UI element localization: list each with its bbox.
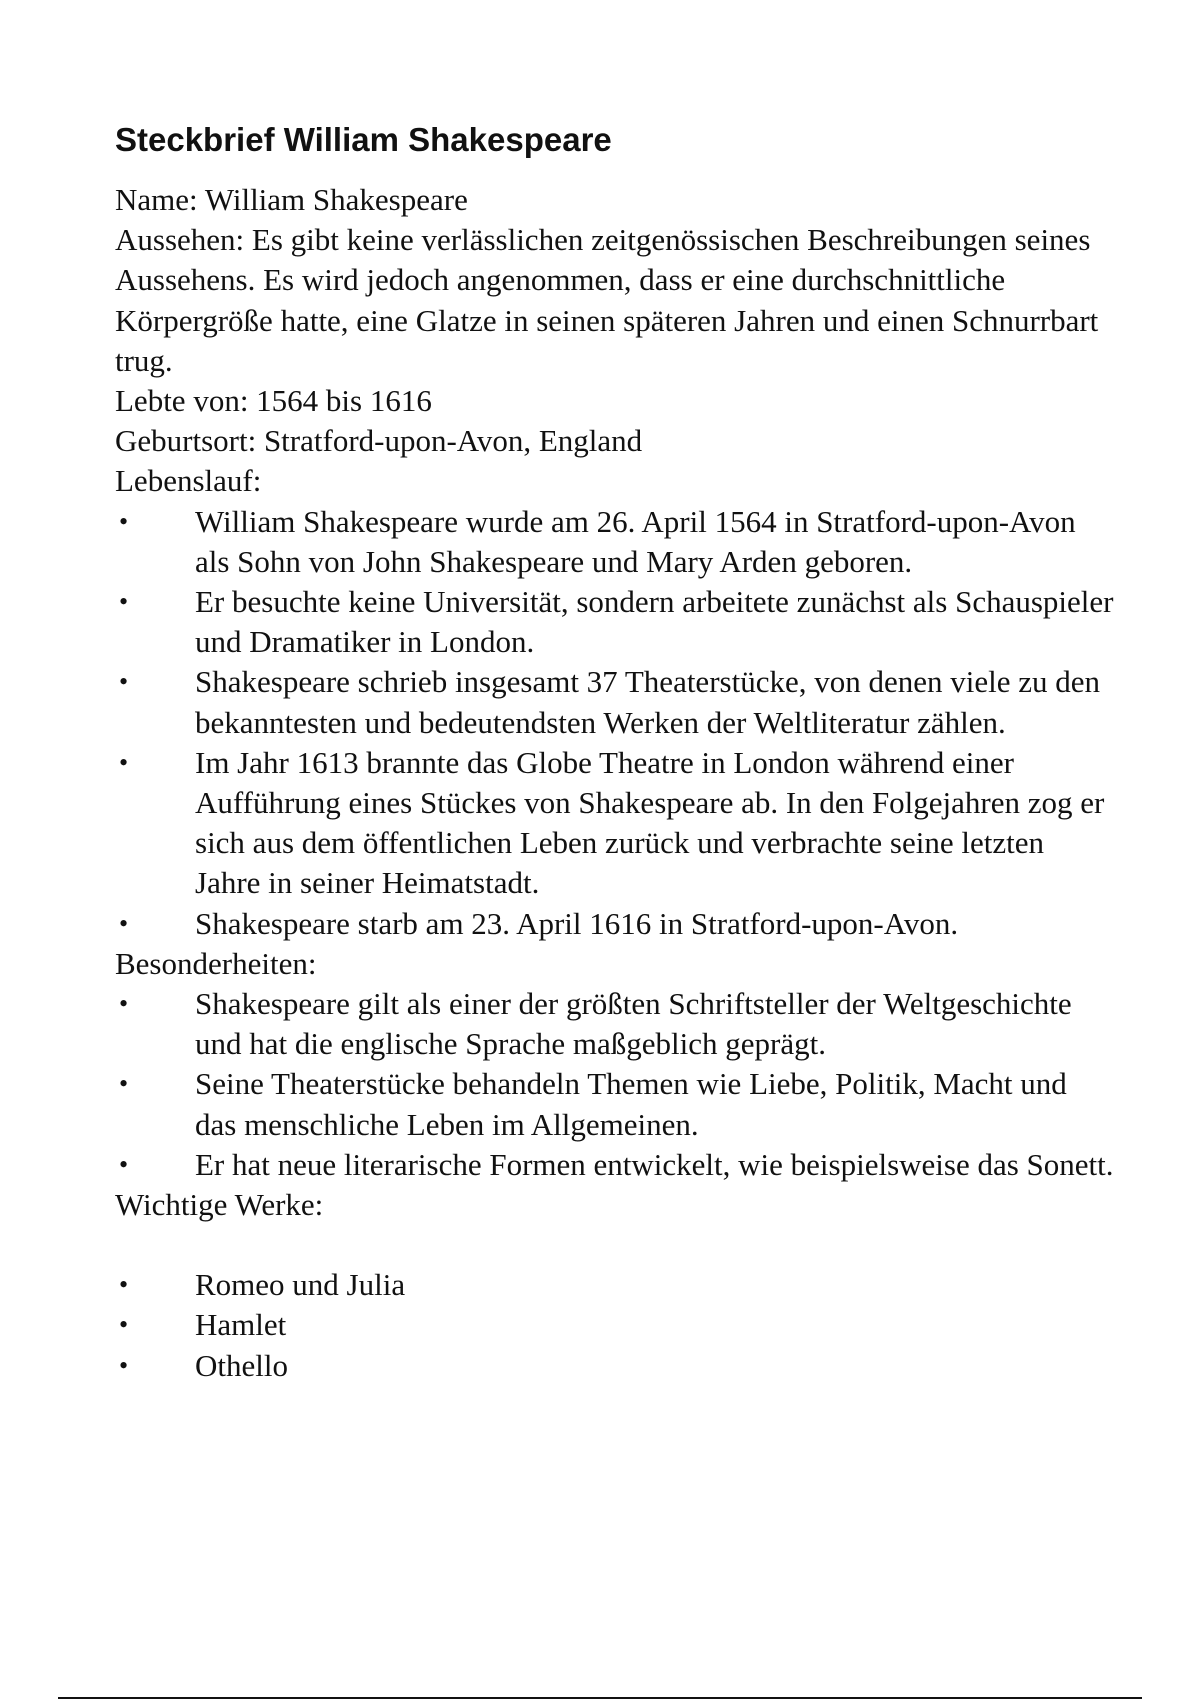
bullet-icon: • <box>119 1069 129 1099</box>
bullet-icon: • <box>119 1310 129 1340</box>
special-heading: Besonderheiten: <box>115 945 317 981</box>
list-item <box>115 1265 1115 1305</box>
list-item-text: Romeo und Julia <box>195 1267 406 1303</box>
special-list <box>115 984 1115 1185</box>
list-item-text: Othello <box>195 1347 288 1383</box>
works-list <box>115 1265 1115 1386</box>
list-item <box>115 984 1115 1064</box>
document-body <box>115 180 1115 1386</box>
list-item <box>115 502 1115 582</box>
works-heading: Wichtige Werke: <box>115 1187 324 1223</box>
lived-line: Lebte von: 1564 bis 1616 <box>115 383 432 419</box>
list-item <box>115 1305 1115 1345</box>
cv-heading: Lebenslauf: <box>115 463 262 499</box>
list-item-text: Im Jahr 1613 brannte das Globe Theatre in London während einer Aufführung eines Stückes von Shakespeare ab. In den Folgejahren zog er sich aus dem öffentlichen Leben zurück und verbrachte seine letzten Jahre in seiner Heimatstadt. <box>195 744 1105 901</box>
list-item-text: Er hat neue literarische Formen entwickelt, wie beispielsweise das Sonett. <box>195 1146 1114 1182</box>
list-item <box>115 743 1115 904</box>
list-item <box>115 582 1115 662</box>
list-item-text: Er besuchte keine Universität, sondern arbeitete zunächst als Schauspieler und Dramatiker in London. <box>195 584 1114 660</box>
bullet-icon: • <box>119 667 129 697</box>
list-item <box>115 662 1115 742</box>
list-item <box>115 904 1115 944</box>
bullet-icon: • <box>119 506 129 536</box>
list-item-text: Shakespeare starb am 23. April 1616 in Stratford-upon-Avon. <box>195 905 959 941</box>
page-title: Steckbrief William Shakespeare <box>115 121 612 158</box>
bullet-icon: • <box>119 1270 129 1300</box>
list-item <box>115 1346 1115 1386</box>
list-item-text: William Shakespeare wurde am 26. April 1564 in Stratford-upon-Avon als Sohn von John Shakespeare und Mary Arden geboren. <box>195 503 1076 579</box>
list-item <box>115 1145 1115 1185</box>
bullet-icon: • <box>119 1350 129 1380</box>
list-item-text: Seine Theaterstücke behandeln Themen wie Liebe, Politik, Macht und das menschliche Leben im Allgemeinen. <box>195 1066 1067 1142</box>
cv-list <box>115 502 1115 944</box>
document-page <box>115 118 1115 1386</box>
bullet-icon: • <box>119 989 129 1019</box>
bullet-icon: • <box>119 1149 129 1179</box>
bullet-icon: • <box>119 747 129 777</box>
list-item-text: Shakespeare gilt als einer der größten Schriftsteller der Weltgeschichte und hat die englische Sprache maßgeblich geprägt. <box>195 986 1072 1062</box>
list-item-text: Shakespeare schrieb insgesamt 37 Theaterstücke, von denen viele zu den bekanntesten und bedeutendsten Werken der Weltliteratur zählen. <box>195 664 1100 740</box>
appearance-line: Aussehen: Es gibt keine verlässlichen zeitgenössischen Beschreibungen seines Aussehens. Es wird jedoch angenommen, dass er eine durchschnittliche Körpergröße hatte, eine Glatze in seinen späteren Jahren und einen Schnurrbart trug. <box>115 222 1099 378</box>
list-item <box>115 1064 1115 1144</box>
list-item-text: Hamlet <box>195 1307 287 1343</box>
bullet-icon: • <box>119 587 129 617</box>
bullet-icon: • <box>119 908 129 938</box>
footer-divider <box>58 1697 1142 1699</box>
spacer <box>115 1225 1115 1265</box>
name-line: Name: William Shakespeare <box>115 182 468 217</box>
birthplace-line: Geburtsort: Stratford-upon-Avon, England <box>115 423 643 459</box>
